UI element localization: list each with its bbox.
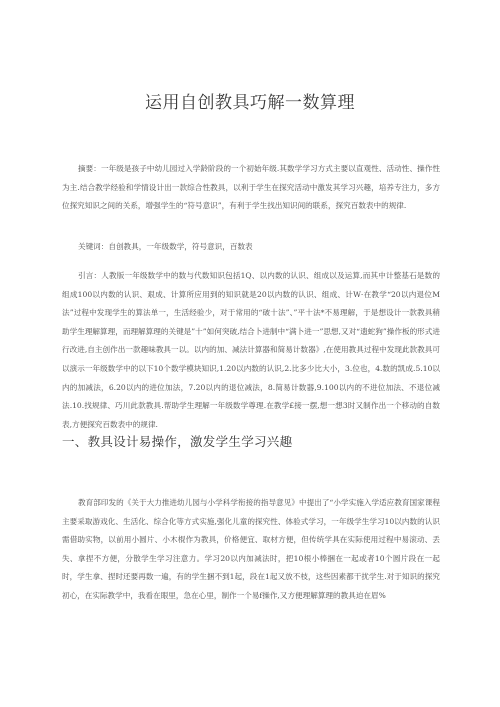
section-1-heading: 一、教具设计易操作，激发学生学习兴趣: [62, 434, 293, 449]
abstract-paragraph: 摘要：一年级是孩子中幼儿园过入学龄阶段的一个初始年级.其数学学习方式主要以直观性、活动性、操作性为主.结合教学经验和学情设计出一款综合性教具，以利于学生在探究活动中激发其学习兴趣，培养专注力，多方位探究知识之间的关系，增强学生的“符号意识”，有利于学生找出知识间的联系，探究百数表中的规律.: [62, 164, 440, 211]
intro-paragraph: 引言：人教版一年级数学中的数与代数知识包括1Q、以内数的认识、组成以及运算,而其中计整基石是数的组成100以内数的认识、艰成、计算所应用到的知识就是20以内数的认识、组成、计W·在教学“20以内退位M法”过程中发现学生的算法单一，生活经验少，对于常用的“破十法”、”平十法*不易理解，于是想设计一款教具稍助学生理解算理，而理解算理的关键是”十”如何突破,结合卜进制中“满卜进一”思想,又对“遗蛇狗”操作板的形式进行改进,自主创作出一款趣味教具一以。以内的加、减法计算器和简易计数器》,在使用教具过程中发现此款教具可以演示一年级数学中的以下10个数学模块知识,1.20以内数的认识,2.比多少比大小，3.位也，4.数的凯成.5.10以内的加减法，6.20以内的进位加法，7.20以内的退位减法，8.简易计数器,9.100以内的不进位加法、不退位减法.10.找规律、巧川此款教具.帮助学生理解一年级数学尊理.在教学£接一摆,想一想3时又制作出一个移动的自数表,方便探究百数表中的规律.: [62, 271, 440, 429]
keywords-line: 关键词：自创教具，一年级数学，符号意识，百数表: [78, 242, 253, 251]
document-title: 运用自创教具巧解一数算理: [145, 93, 355, 113]
section-1-body-paragraph: 教育部印发的《关于大力推进幼儿园与小学科学衔接的指导意见》中提出了“小学实施入学适应教育国家课程主要采取游戏化、生活化、综合化等方式实施,强化儿童的探究性、体验式学习，一年级学生学习10以内数的认识需借助实物，以前用小圆片、小木棍作为教具，价格便宜、取材方便，但传统学具在实际使用过程中易滚动、丢失、拿捏不方便，分散学生学习注意力。学习20以内加减法时，把10根小棒捆在一起或者10个圆片段在一起时，学生拿、捏时还要再数一遍，有的学生捆不到1起，段在1起又放不枝，这些因素都干扰学生.对于知识的探究初心，在实际教学中，我看在眼里，急在心里，制作一个易f操作,又方便理解算理的教具迫在眉%: [62, 498, 440, 600]
